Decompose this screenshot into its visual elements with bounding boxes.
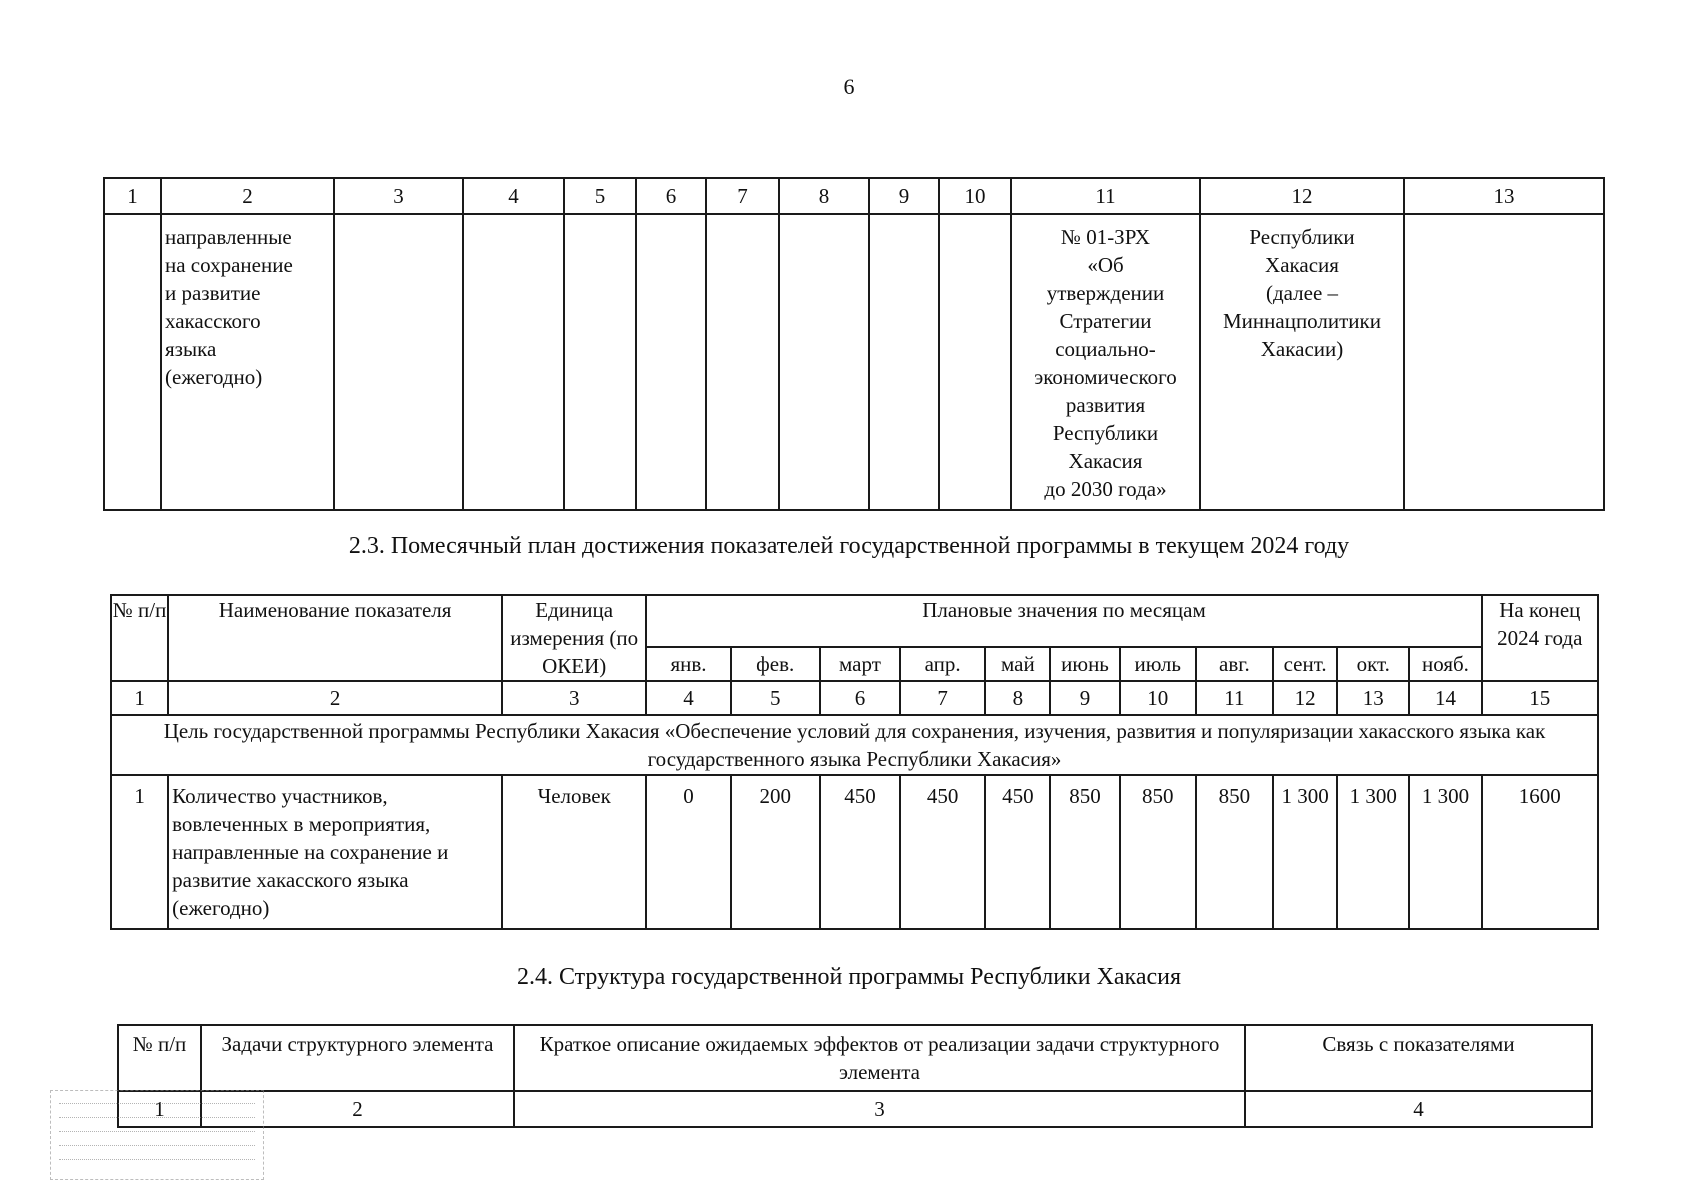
indicator-name: Количество участников, вовлеченных в мероприятия, направленные на сохранение и развитие хакасского языка (ежегодно): [168, 775, 502, 929]
header-unit: Единица измерения (по ОКЕИ): [502, 595, 646, 681]
header-indicator-name: Наименование показателя: [168, 595, 502, 681]
month-value: 200: [731, 775, 820, 929]
month-value: 0: [646, 775, 730, 929]
col-number: 5: [731, 681, 820, 715]
responsible-cell: Республики Хакасия (далее – Миннацполитики Хакасии): [1200, 214, 1404, 510]
col-number: 3: [334, 178, 463, 214]
table-row: [111, 775, 1598, 929]
month-value: 850: [1196, 775, 1273, 929]
col-number: 11: [1196, 681, 1273, 715]
month-value: 1 300: [1273, 775, 1337, 929]
col-number: 7: [900, 681, 985, 715]
col-number: 7: [706, 178, 779, 214]
col-number: 10: [1120, 681, 1196, 715]
document-reference-cell: № 01-ЗРХ «Об утверждении Стратегии социально- экономического развития Республики Хакасия до 2030 года»: [1011, 214, 1200, 510]
col-number: 4: [1245, 1091, 1592, 1127]
col-number: 14: [1409, 681, 1481, 715]
month-value: 450: [985, 775, 1050, 929]
unit-value: Человек: [502, 775, 646, 929]
col-number: 4: [646, 681, 730, 715]
row-number: 1: [111, 775, 168, 929]
month-value: 450: [820, 775, 900, 929]
month-value: 850: [1120, 775, 1196, 929]
col-number: 13: [1404, 178, 1604, 214]
col-number: 1: [111, 681, 168, 715]
structure-table: [117, 1024, 1593, 1128]
month-header: сент.: [1273, 647, 1337, 681]
col-number: 11: [1011, 178, 1200, 214]
col-number: 3: [502, 681, 646, 715]
month-header: июль: [1120, 647, 1196, 681]
col-number: 12: [1200, 178, 1404, 214]
col-number: 9: [1050, 681, 1119, 715]
col-number: 15: [1482, 681, 1598, 715]
col-number: 8: [779, 178, 869, 214]
header-year-end: На конец 2024 года: [1482, 595, 1598, 681]
col-number: 2: [168, 681, 502, 715]
month-value: 850: [1050, 775, 1119, 929]
header-effects: Краткое описание ожидаемых эффектов от реализации задачи структурного элемента: [514, 1025, 1245, 1091]
col-number: 4: [463, 178, 564, 214]
section-title-2-4: 2.4. Структура государственной программы Республики Хакасия: [516, 964, 1182, 990]
month-header: нояб.: [1409, 647, 1481, 681]
page-number: 6: [843, 74, 855, 99]
month-header: май: [985, 647, 1050, 681]
col-number: 1: [104, 178, 161, 214]
month-value: 1 300: [1409, 775, 1481, 929]
monthly-plan-table: [110, 594, 1599, 930]
month-header: авг.: [1196, 647, 1273, 681]
col-number: 12: [1273, 681, 1337, 715]
col-number: 8: [985, 681, 1050, 715]
col-number: 1: [118, 1091, 201, 1127]
month-header: окт.: [1337, 647, 1409, 681]
month-header: янв.: [646, 647, 730, 681]
header-num: № п/п: [111, 595, 168, 681]
program-goal: Цель государственной программы Республики Хакасия «Обеспечение условий для сохранения, изучения, развития и популяризации хакасского языка как государственного языка Республики Хакасия»: [111, 715, 1598, 775]
document-stamp: [50, 1090, 264, 1180]
header-indicator-link: Связь с показателями: [1245, 1025, 1592, 1091]
month-header: фев.: [731, 647, 820, 681]
month-header: апр.: [900, 647, 985, 681]
col-number: 2: [201, 1091, 514, 1127]
month-header: июнь: [1050, 647, 1119, 681]
month-value: 1 300: [1337, 775, 1409, 929]
col-number: 6: [636, 178, 706, 214]
continuation-table: [103, 177, 1605, 511]
col-number: 6: [820, 681, 900, 715]
year-end-value: 1600: [1482, 775, 1598, 929]
col-number: 10: [939, 178, 1011, 214]
indicator-name-cell: направленные на сохранение и развитие хакасского языка (ежегодно): [161, 214, 334, 510]
col-number: 13: [1337, 681, 1409, 715]
col-number: 3: [514, 1091, 1245, 1127]
col-number: 9: [869, 178, 939, 214]
col-number: 2: [161, 178, 334, 214]
month-value: 450: [900, 775, 985, 929]
header-tasks: Задачи структурного элемента: [201, 1025, 514, 1091]
section-title-2-3: 2.3. Помесячный план достижения показателей государственной программы в текущем 2024 году: [348, 533, 1350, 559]
col-number: 5: [564, 178, 636, 214]
month-header: март: [820, 647, 900, 681]
header-monthly-plan: Плановые значения по месяцам: [646, 595, 1481, 647]
header-num: № п/п: [118, 1025, 201, 1091]
